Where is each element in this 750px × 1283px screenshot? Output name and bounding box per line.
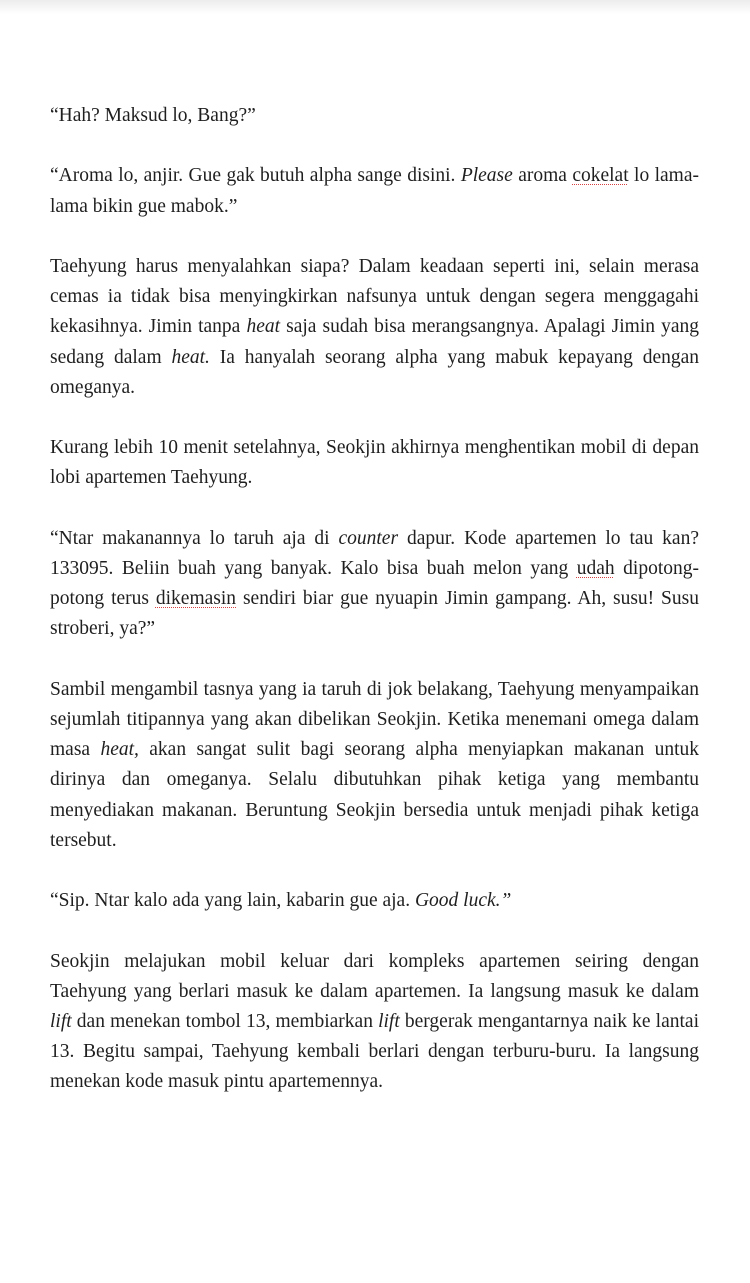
italic-term: heat bbox=[246, 316, 281, 338]
italic-term: Good luck.” bbox=[414, 890, 512, 912]
italic-term: lift bbox=[378, 1010, 400, 1032]
paragraph-3: Taehyung harus menyalahkan siapa? Dalam keadaan seperti ini, selain merasa cemas ia tidak bisa menyingkirkan nafsunya untuk dengan segera menggagahi kekasihnya. Jimin tanpa heat saja sudah bisa merangsangnya. Apalagi Jimin yang sedang dalam heat. Ia hanyalah seorang alpha yang mabuk kepayang dengan omeganya. bbox=[50, 255, 700, 398]
top-edge-shadow bbox=[0, 0, 750, 14]
paragraph-6: Sambil mengambil tasnya yang ia taruh di jok belakang, Taehyung menyampaikan sejumlah titipannya yang akan dibelikan Seokjin. Ketika menemani omega dalam masa heat, akan sangat sulit bagi seorang alpha menyiapkan makanan untuk dirinya dan omeganya. Selalu dibutuhkan pihak ketiga yang membantu menyediakan makanan. Beruntung Seokjin bersedia untuk menjadi pihak ketiga tersebut. bbox=[50, 678, 699, 851]
spellcheck-word: dikemasin bbox=[155, 588, 237, 610]
story-text bbox=[50, 101, 699, 1128]
paragraph-8: Seokjin melajukan mobil keluar dari kompleks apartemen seiring dengan Taehyung yang berlari masuk ke dalam apartemen. Ia langsung masuk ke dalam lift dan menekan tombol 13, membiarkan lift bergerak mengantarnya naik ke lantai 13. Begitu sampai, Taehyung kembali berlari dengan terburu-buru. Ia langsung menekan kode masuk pintu apartemennya. bbox=[50, 950, 699, 1093]
italic-term: counter bbox=[338, 527, 399, 549]
paragraph-4: Kurang lebih 10 menit setelahnya, Seokjin akhirnya menghentikan mobil di depan lobi apartemen Taehyung. bbox=[50, 437, 699, 489]
paragraph-1: “Hah? Maksud lo, Bang?” bbox=[50, 105, 256, 126]
italic-term: heat, bbox=[100, 739, 139, 761]
italic-term: Please bbox=[460, 165, 513, 187]
paragraph-7: “Sip. Ntar kalo ada yang lain, kabarin gue aja. Good luck.” bbox=[50, 890, 512, 912]
italic-term: lift bbox=[50, 1010, 72, 1032]
paragraph-5: “Ntar makanannya lo taruh aja di counter dapur. Kode apartemen lo tau kan? 133095. Beliin buah yang banyak. Kalo bisa buah melon yang udah dipotong-potong terus dikemasin sendiri biar gue nyuapin Jimin gampang. Ah, susu! Susu stroberi, ya?” bbox=[50, 527, 699, 640]
spellcheck-word: udah bbox=[576, 557, 615, 579]
paragraph-2: “Aroma lo, anjir. Gue gak butuh alpha sange disini. Please aroma cokelat lo lama-lama bikin gue mabok.” bbox=[50, 165, 699, 217]
italic-term: heat. bbox=[171, 346, 210, 368]
spellcheck-word: cokelat bbox=[572, 165, 629, 187]
